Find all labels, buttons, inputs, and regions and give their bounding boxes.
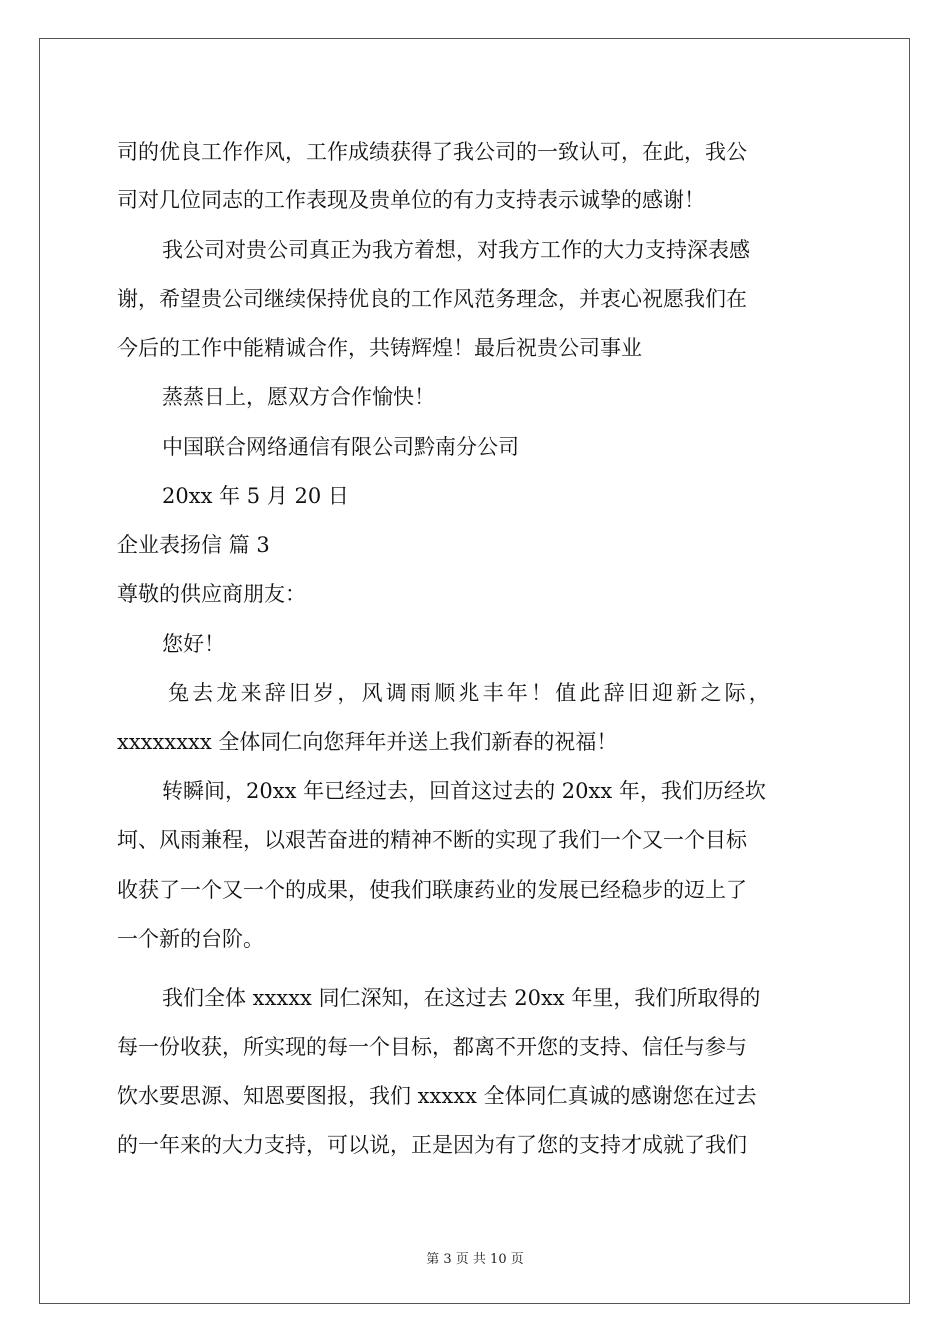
- body-line-12: 兔去龙来辞旧岁，风调雨顺兆丰年！值此辞旧迎新之际，: [168, 681, 773, 705]
- salutation: 尊敬的供应商朋友：: [117, 582, 306, 606]
- body-line-6: 蒸蒸日上，愿双方合作愉快！: [162, 385, 435, 409]
- body-line-16: 收获了一个又一个的成果，使我们联康药业的发展已经稳步的迈上了: [117, 878, 747, 902]
- signature-company: 中国联合网络通信有限公司黔南分公司: [162, 435, 519, 459]
- body-line-2: 司对几位同志的工作表现及贵单位的有力支持表示诚挚的感谢！: [117, 188, 705, 212]
- body-line-13: xxxxxxxx 全体同仁向您拜年并送上我们新春的祝福！: [117, 730, 618, 754]
- body-line-14: 转瞬间，20xx 年已经过去，回首这过去的 20xx 年，我们历经坎: [162, 779, 766, 803]
- body-line-18: 我们全体 xxxxx 同仁深知，在这过去 20xx 年里，我们所取得的: [162, 986, 761, 1010]
- signature-date: 20xx 年 5 月 20 日: [162, 484, 349, 508]
- body-line-5: 今后的工作中能精诚合作，共铸辉煌！最后祝贵公司事业: [117, 336, 642, 360]
- page-number-footer: 第 3 页 共 10 页: [426, 1252, 524, 1267]
- page-border: [39, 38, 910, 1304]
- body-line-4: 谢，希望贵公司继续保持优良的工作风范务理念，并衷心祝愿我们在: [117, 287, 747, 311]
- greeting: 您好！: [162, 632, 225, 656]
- body-line-19: 每一份收获，所实现的每一个目标，都离不开您的支持、信任与参与: [117, 1035, 747, 1059]
- body-line-15: 坷、风雨兼程，以艰苦奋进的精神不断的实现了我们一个又一个目标: [117, 828, 747, 852]
- section-heading: 企业表扬信 篇 3: [117, 533, 270, 557]
- body-line-3: 我公司对贵公司真正为我方着想，对我方工作的大力支持深表感: [162, 238, 750, 262]
- body-line-17: 一个新的台阶。: [117, 927, 264, 951]
- body-line-20: 饮水要思源、知恩要图报，我们 xxxxx 全体同仁真诚的感谢您在过去: [117, 1084, 757, 1108]
- body-line-1: 司的优良工作作风，工作成绩获得了我公司的一致认可，在此，我公: [117, 140, 747, 164]
- body-line-21: 的一年来的大力支持，可以说，正是因为有了您的支持才成就了我们: [117, 1133, 747, 1157]
